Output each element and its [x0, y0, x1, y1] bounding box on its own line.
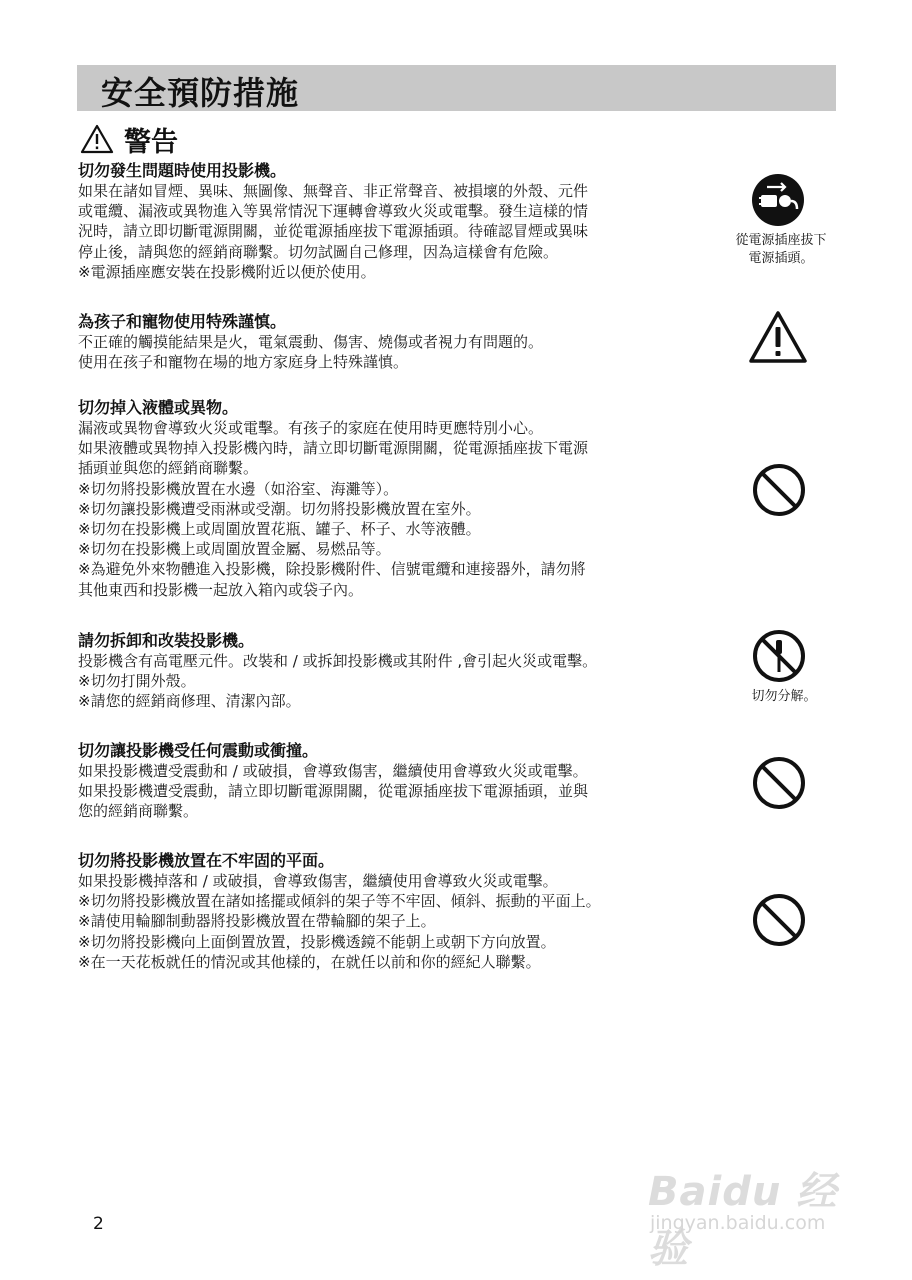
section-unstable-surface — [78, 850, 738, 972]
section-line: ※切勿在投影機上或周圍放置花瓶、罐子、杯子、水等液體。 — [78, 520, 481, 539]
section-line: 投影機含有高電壓元件。改裝和 / 或拆卸投影機或其附件 ,會引起火災或電擊。 — [78, 652, 598, 670]
section-line: 或電纜、漏液或異物進入等異常情況下運轉會導致火災或電擊。發生這樣的情 — [78, 202, 589, 221]
section-line: 如果投影機掉落和 / 或破損，會導致傷害，繼續使用會導致火災或電擊。 — [78, 872, 558, 890]
section-line: 其他東西和投影機一起放入箱內或袋子內。 — [78, 580, 364, 599]
section-line: 如果投影機遭受震動，請立即切斷電源開關，從電源插座拔下電源插頭，並與 — [78, 782, 589, 801]
warning-label: 警告 — [124, 126, 178, 158]
section-line: 您的經銷商聯繫。 — [78, 802, 199, 821]
prohibition-icon — [751, 462, 807, 518]
section-line: 使用在孩子和寵物在場的地方家庭身上特殊謹慎。 — [78, 353, 409, 372]
section-line: ※請您的經銷商修理、清潔內部。 — [78, 692, 301, 711]
section-line: ※切勿將投影機放置在諸如搖擺或傾斜的架子等不牢固、傾斜、振動的平面上。 — [78, 892, 601, 911]
section-line: 如果液體或異物掉入投影機內時，請立即切斷電源開關，從電源插座拔下電源 — [78, 439, 589, 458]
section-line: ※為避免外來物體進入投影機，除投影機附件、信號電纜和連接器外，請勿將 — [78, 560, 586, 579]
section-line: ※切勿打開外殼。 — [78, 672, 196, 691]
caption-line: 從電源插座拔下 — [735, 233, 827, 248]
watermark-url: jingyan.baidu.com — [650, 1212, 826, 1234]
page-number: 2 — [93, 1214, 104, 1234]
section-children-pets — [78, 311, 738, 372]
section-line: 況時，請立即切斷電源開關，並從電源插座拔下電源插頭。待確認冒煙或異味 — [78, 222, 589, 241]
section-heading: 切勿將投影機放置在不牢固的平面。 — [78, 851, 335, 870]
section-heading: 請勿拆卸和改裝投影機。 — [78, 631, 255, 650]
warning-triangle-icon — [80, 124, 114, 154]
section-line: ※切勿在投影機上或周圍放置金屬、易燃品等。 — [78, 540, 391, 559]
caption-line: 切勿分解。 — [751, 689, 817, 704]
section-line: 不正確的觸摸能結果是火，電氣震動、傷害、燒傷或者視力有問題的。 — [78, 333, 544, 351]
section-heading: 切勿發生問題時使用投影機。 — [78, 161, 287, 180]
unplug-caption — [723, 232, 839, 268]
section-line: 如果投影機遭受震動和 / 或破損，會導致傷害，繼續使用會導致火災或電擊。 — [78, 762, 588, 780]
section-heading: 切勿讓投影機受任何震動或衝撞。 — [78, 741, 319, 760]
title-bar — [77, 65, 836, 111]
section-line: ※切勿讓投影機遭受雨淋或受潮。切勿將投影機放置在室外。 — [78, 499, 481, 518]
section-malfunction — [78, 160, 738, 282]
section-shock — [78, 740, 738, 822]
no-disassembly-icon — [751, 628, 807, 684]
page-title: 安全預防措施 — [101, 74, 300, 112]
prohibition-icon — [751, 892, 807, 948]
caption-line: 電源插頭。 — [748, 251, 814, 266]
section-line: 停止後，請與您的經銷商聯繫。切勿試圖自己修理，因為這樣會有危險。 — [78, 242, 559, 261]
section-line: ※切勿將投影機向上面倒置放置，投影機透鏡不能朝上或朝下方向放置。 — [78, 932, 556, 951]
section-line: ※在一天花板就任的情況或其他樣的，在就任以前和你的經紀人聯繫。 — [78, 952, 541, 971]
section-line: ※切勿將投影機放置在水邊（如浴室、海灘等）。 — [78, 479, 399, 498]
section-disassembly — [78, 630, 738, 712]
prohibition-icon — [751, 755, 807, 811]
section-line: 漏液或異物會導致火災或電擊。有孩子的家庭在使用時更應特別小心。 — [78, 419, 544, 437]
section-heading: 切勿掉入液體或異物。 — [78, 398, 239, 417]
unplug-icon — [751, 173, 805, 227]
watermark-brand: Baidu 经验 — [648, 1169, 838, 1272]
section-line: 如果在諸如冒煙、異味、無圖像、無聲音、非正常聲音、被損壞的外殼、元件 — [78, 182, 589, 200]
section-line: ※電源插座應安裝在投影機附近以便於使用。 — [78, 262, 376, 281]
warning-heading — [80, 122, 178, 156]
caution-triangle-icon — [747, 309, 809, 365]
section-liquids — [78, 397, 738, 600]
section-line: 插頭並與您的經銷商聯繫。 — [78, 459, 259, 478]
watermark — [648, 1160, 878, 1272]
section-heading: 為孩子和寵物使用特殊謹慎。 — [78, 312, 287, 331]
no-disassembly-caption — [738, 688, 830, 706]
section-line: ※請使用輪腳制動器將投影機放置在帶輪腳的架子上。 — [78, 912, 436, 931]
